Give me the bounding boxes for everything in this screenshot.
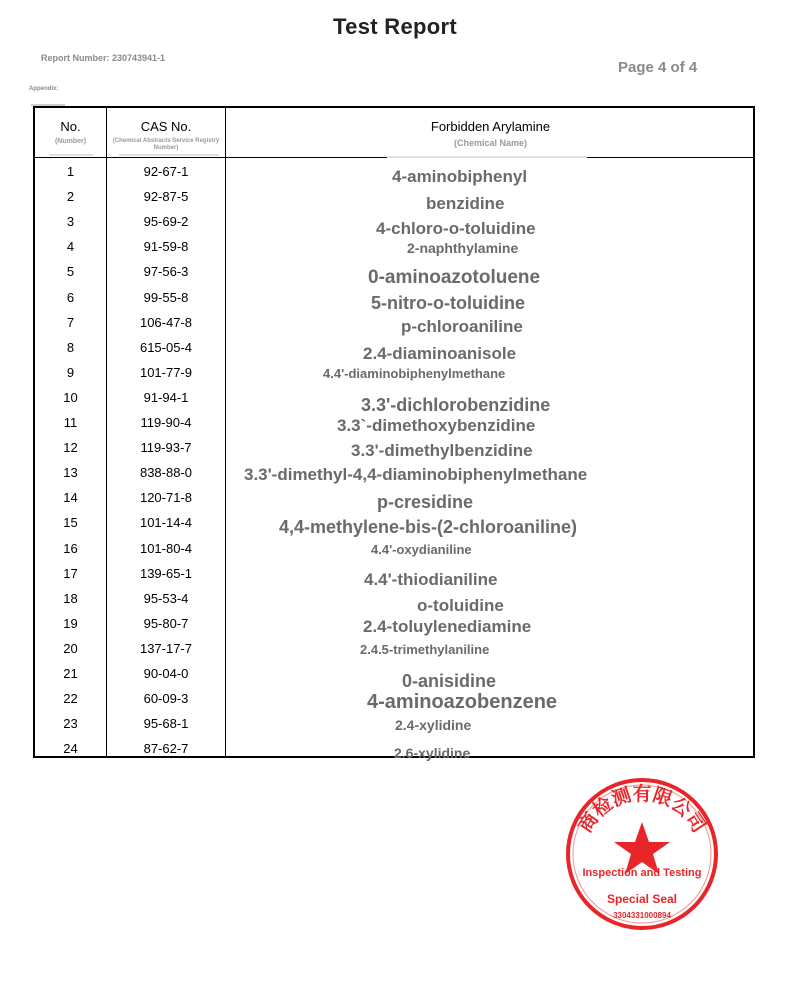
cell-cas-number: 95-68-1 [143,716,189,732]
chemical-name-text: 2.4-diaminoanisole [363,343,517,363]
table-row [35,260,753,289]
table-row [35,336,753,361]
cell-chemical-name [226,461,753,486]
cell-number: 11 [63,415,78,430]
cell-cas-number: 139-65-1 [139,565,193,581]
cell-number: 1 [66,164,75,179]
cell-number: 16 [63,540,78,556]
table-row [35,386,753,415]
header-no-underline [49,154,93,156]
cell-cas-number: 101-80-4 [139,540,193,556]
cell-number: 5 [66,264,75,280]
seal-special-text: Special Seal [606,892,678,906]
table-row [35,737,753,762]
cell-chemical-name [226,436,753,461]
cell-cas-number: 60-09-3 [143,691,189,707]
chemical-name-text: 2.4-xylidine [395,717,472,734]
cell-chemical-name [226,637,753,662]
cell-cas-number: 838-88-0 [139,465,193,481]
chemical-name-text: benzidine [426,194,505,214]
table-row [35,712,753,737]
header-cas-sub: (Chemical Abstracts Service Registry Number) [112,138,220,151]
cell-chemical-name [226,662,753,691]
cell-chemical-name [226,562,753,587]
table-row [35,662,753,691]
chemical-name-text: 3.3'-dimethyl-4,4-diaminobiphenylmethane [244,465,588,485]
page-title: Test Report [333,14,457,39]
arylamine-table [33,106,755,762]
cell-number: 17 [63,565,78,581]
cell-chemical-name [226,587,753,615]
cell-chemical-name [226,386,753,415]
cell-chemical-name [226,336,753,361]
cell-cas-number: 106-47-8 [139,314,193,330]
cell-number: 18 [63,590,78,606]
chemical-name-text: 2.6-xylidine [394,745,471,762]
table-row [35,286,753,311]
cell-number: 15 [63,515,78,531]
seal-number-text: 3304331000894 [613,911,671,920]
cell-chemical-name [226,486,753,511]
table-row [35,160,753,185]
cell-number: 9 [66,364,75,380]
table-row [35,311,753,336]
cell-cas-number: 92-67-1 [143,164,189,179]
table-row [35,587,753,615]
chemical-name-text: 4.4'-thiodianiline [364,569,498,589]
cell-cas-number: 99-55-8 [143,289,189,305]
cell-number: 23 [63,716,78,732]
cell-chemical-name [226,361,753,386]
chemical-name-text: 3.3'-dichlorobenzidine [361,394,551,415]
cell-chemical-name [226,210,753,239]
cell-number: 12 [63,440,78,456]
table-row [35,687,753,712]
cell-chemical-name [226,411,753,436]
cell-chemical-name [226,737,753,762]
header-no-sub: (Number) [54,138,87,145]
table-row [35,185,753,214]
cell-number: 24 [63,741,78,757]
cell-number: 8 [66,339,75,355]
header-name-sub: (Chemical Name) [453,138,528,148]
table-row [35,637,753,662]
table-row [35,361,753,386]
chemical-name-text: 2-naphthylamine [407,240,519,257]
cell-number: 21 [63,666,78,681]
appendix-label: Appendix: [29,86,59,92]
seal-middle-text: Inspection and Testing [582,867,702,879]
cell-chemical-name [226,311,753,336]
chemical-name-text: 4-aminobiphenyl [392,167,528,186]
cell-number: 14 [63,490,78,506]
cell-chemical-name [226,235,753,260]
cell-cas-number: 97-56-3 [143,264,189,280]
cell-chemical-name [226,260,753,289]
company-seal [564,776,720,932]
page-indicator: Page 4 of 4 [618,59,698,76]
header-no: No. [60,119,81,134]
cell-cas-number: 615-05-4 [139,339,193,355]
cell-cas-number: 95-53-4 [143,590,189,606]
cell-number: 19 [63,615,78,631]
cell-cas-number: 90-04-0 [143,666,189,681]
cell-number: 3 [66,214,75,230]
chemical-name-text: 4,4-methylene-bis-(2-chloroaniline) [279,517,578,538]
chemical-name-text: 2.4.5-trimethylaniline [360,641,490,657]
cell-number: 13 [63,465,78,481]
chemical-name-text: 2.4-toluylenediamine [363,616,532,636]
cell-cas-number: 101-14-4 [139,515,193,531]
cell-cas-number: 120-71-8 [139,490,193,506]
chemical-name-text: 5-nitro-o-toluidine [371,292,525,313]
cell-number: 6 [66,289,75,305]
seal-top-text: 商检测有限公司 [574,783,710,837]
table-row [35,411,753,436]
cell-chemical-name [226,712,753,737]
chemical-name-text: p-cresidine [377,492,474,513]
chemical-name-text: 0-anisidine [402,671,497,691]
cell-cas-number: 91-59-8 [143,239,189,255]
cell-chemical-name [226,185,753,214]
chemical-name-text: p-chloroaniline [401,316,523,336]
cell-chemical-name [226,286,753,311]
table-row [35,436,753,461]
table-row [35,511,753,536]
cell-cas-number: 95-69-2 [143,214,189,230]
cell-number: 4 [66,239,75,255]
chemical-name-text: 4-chloro-o-toluidine [376,219,536,239]
table-row [35,562,753,587]
header-name: Forbidden Arylamine [430,119,551,134]
table-row [35,235,753,260]
chemical-name-text: 4-aminoazobenzene [367,691,558,714]
chemical-name-text: o-toluidine [417,595,504,615]
report-number: Report Number: 230743941-1 [41,53,166,63]
cell-number: 20 [63,640,78,656]
header-name-underline [387,156,587,158]
table-row [35,461,753,486]
cell-number: 10 [63,389,78,405]
cell-chemical-name [226,511,753,536]
header-cas-underline [119,154,219,156]
table-row [35,537,753,562]
chemical-name-text: 3.3`-dimethoxybenzidine [337,416,536,435]
table-row [35,612,753,637]
cell-chemical-name [226,537,753,562]
table-row [35,210,753,239]
cell-chemical-name [226,612,753,637]
cell-chemical-name [226,687,753,712]
chemical-name-text: 3.3'-dimethylbenzidine [351,441,533,461]
cell-cas-number: 137-17-7 [139,640,193,656]
cell-cas-number: 119-93-7 [140,440,192,456]
chemical-name-text: 4.4'-diaminobiphenylmethane [323,365,506,381]
chemical-name-text: 0-aminoazotoluene [368,267,541,289]
cell-cas-number: 91-94-1 [143,389,189,405]
cell-cas-number: 101-77-9 [139,364,193,380]
table-row [35,486,753,511]
cell-cas-number: 119-90-4 [140,415,192,430]
cell-number: 22 [63,691,78,707]
cell-number: 7 [66,314,75,330]
cell-cas-number: 95-80-7 [143,615,189,631]
header-cas: CAS No. [140,119,192,134]
cell-cas-number: 87-62-7 [143,741,189,757]
cell-number: 2 [66,189,75,205]
cell-cas-number: 92-87-5 [143,189,189,205]
cell-chemical-name [226,160,753,185]
chemical-name-text: 4.4'-oxydianiline [371,541,472,557]
